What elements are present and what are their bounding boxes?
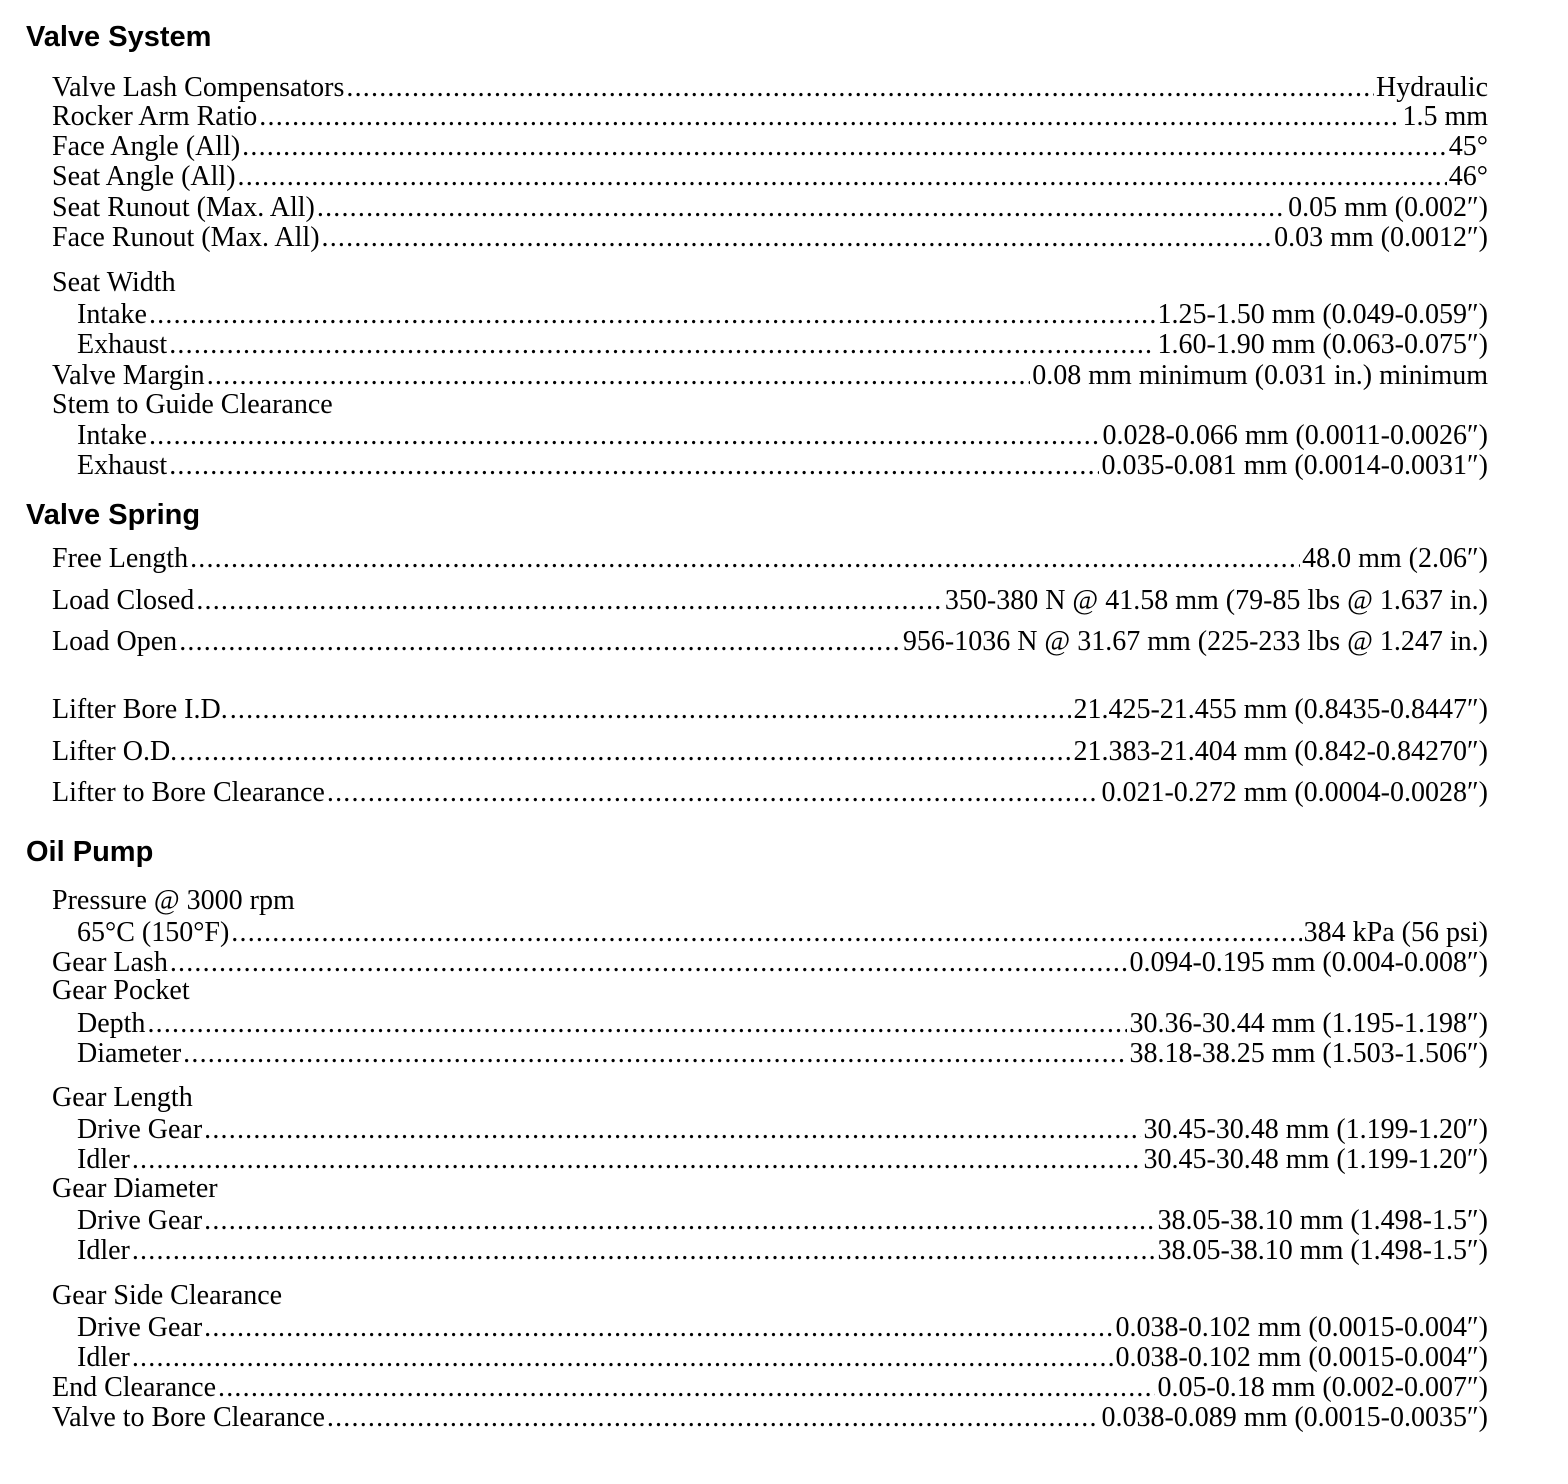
spec-label: Free Length: [52, 543, 189, 574]
spec-row-face-runout: [52, 223, 1488, 253]
spec-value: 350-380 N @ 41.58 mm (79-85 lbs @ 1.637 in.): [944, 585, 1488, 616]
spec-row-gear-length-idler: [77, 1145, 1488, 1175]
spec-row-gear-length-drive: [77, 1115, 1488, 1145]
spec-value: 0.038-0.102 mm (0.0015-0.004″): [1115, 1312, 1488, 1343]
spec-row-stem-intake: [77, 421, 1488, 451]
spec-label: Intake: [77, 420, 147, 451]
spec-group-seat-width: Seat Width: [52, 267, 176, 298]
spec-value: 48.0 mm (2.06″): [1302, 543, 1488, 574]
leader-dots: [259, 102, 1400, 132]
spec-row-side-clearance-idler: [77, 1343, 1488, 1373]
spec-group-side-clearance: Gear Side Clearance: [52, 1280, 283, 1311]
spec-row-seat-width-intake: [77, 300, 1488, 330]
spec-value: 0.05-0.18 mm (0.002-0.007″): [1157, 1372, 1488, 1403]
leader-dots: [170, 948, 1128, 978]
spec-value: Hydraulic: [1376, 72, 1488, 103]
leader-dots: [231, 918, 1301, 948]
leader-dots: [132, 1236, 1156, 1266]
section-title-valve-system: Valve System: [26, 21, 212, 53]
leader-dots: [317, 193, 1286, 223]
spec-row-side-clearance-drive: [77, 1313, 1488, 1343]
spec-label: Face Angle (All): [52, 131, 241, 162]
spec-label: Gear Lash: [52, 947, 168, 978]
spec-value: 30.45-30.48 mm (1.199-1.20″): [1143, 1144, 1488, 1175]
spec-value: 45°: [1448, 131, 1488, 162]
spec-label: Idler: [77, 1342, 130, 1373]
spec-label: Intake: [77, 299, 147, 330]
spec-value: 0.038-0.089 mm (0.0015-0.0035″): [1101, 1402, 1488, 1433]
spec-value: 0.094-0.195 mm (0.004-0.008″): [1129, 947, 1488, 978]
leader-dots: [238, 162, 1447, 192]
spec-group-gear-length: Gear Length: [52, 1082, 193, 1113]
spec-row-valve-margin: [52, 361, 1488, 391]
section-title-oil-pump: Oil Pump: [26, 836, 154, 868]
leader-dots: [169, 330, 1155, 360]
spec-value: 30.36-30.44 mm (1.195-1.198″): [1129, 1008, 1488, 1039]
spec-row-pressure-temp: [77, 918, 1488, 948]
spec-value: 0.038-0.102 mm (0.0015-0.004″): [1115, 1342, 1488, 1373]
spec-row-pocket-diameter: [77, 1039, 1488, 1069]
spec-row-valve-bore-clearance: [52, 1403, 1488, 1433]
spec-label: Drive Gear: [77, 1312, 203, 1343]
spec-row-gear-diameter-drive: [77, 1206, 1488, 1236]
spec-value: 0.03 mm (0.0012″): [1274, 222, 1488, 253]
spec-label: Seat Runout (Max. All): [52, 192, 315, 223]
leader-dots: [183, 1039, 1127, 1069]
spec-row-lifter-bore: [52, 695, 1488, 725]
spec-value: 21.383-21.404 mm (0.842-0.84270″): [1073, 736, 1488, 767]
spec-value: 46°: [1448, 161, 1488, 192]
leader-dots: [169, 451, 1099, 481]
leader-dots: [132, 1145, 1142, 1175]
spec-value: 956-1036 N @ 31.67 mm (225-233 lbs @ 1.247 in.): [902, 626, 1488, 657]
spec-label: Load Closed: [52, 585, 195, 616]
spec-value: 0.028-0.066 mm (0.0011-0.0026″): [1102, 420, 1488, 451]
spec-label: Exhaust: [77, 329, 168, 360]
spec-row-seat-angle: [52, 162, 1488, 192]
spec-label: Lifter O.D.: [52, 736, 178, 767]
spec-label: 65°C (150°F): [77, 917, 230, 948]
spec-label: Exhaust: [77, 450, 168, 481]
spec-row-seat-width-exhaust: [77, 330, 1488, 360]
spec-label: Seat Angle (All): [52, 161, 236, 192]
spec-group-gear-pocket: Gear Pocket: [52, 975, 190, 1006]
spec-row-rocker-ratio: [52, 102, 1488, 132]
spec-label: Lifter Bore I.D.: [52, 694, 228, 725]
leader-dots: [147, 1009, 1127, 1039]
spec-label: Load Open: [52, 626, 178, 657]
spec-value: 38.05-38.10 mm (1.498-1.5″): [1157, 1235, 1488, 1266]
leader-dots: [346, 73, 1374, 103]
leader-dots: [196, 586, 943, 616]
leader-dots: [190, 544, 1300, 574]
spec-row-lifter-clearance: [52, 778, 1488, 808]
leader-dots: [204, 1206, 1155, 1236]
spec-row-valve-lash: [52, 73, 1488, 103]
spec-label: Valve to Bore Clearance: [52, 1402, 325, 1433]
spec-group-stem-guide: Stem to Guide Clearance: [52, 389, 333, 420]
leader-dots: [230, 695, 1072, 725]
spec-value: 1.5 mm: [1402, 101, 1488, 132]
spec-value: 0.05 mm (0.002″): [1288, 192, 1488, 223]
spec-value: 0.035-0.081 mm (0.0014-0.0031″): [1101, 450, 1488, 481]
spec-value: 38.05-38.10 mm (1.498-1.5″): [1157, 1205, 1488, 1236]
spec-label: Face Runout (Max. All): [52, 222, 320, 253]
spec-label: Idler: [77, 1235, 130, 1266]
spec-row-end-clearance: [52, 1373, 1488, 1403]
leader-dots: [149, 421, 1101, 451]
leader-dots: [132, 1343, 1114, 1373]
spec-row-gear-diameter-idler: [77, 1236, 1488, 1266]
spec-label: Diameter: [77, 1038, 182, 1069]
spec-row-seat-runout: [52, 193, 1488, 223]
spec-label: Drive Gear: [77, 1114, 203, 1145]
spec-label: End Clearance: [52, 1372, 217, 1403]
leader-dots: [322, 223, 1273, 253]
spec-group-gear-diameter: Gear Diameter: [52, 1173, 218, 1204]
spec-row-lifter-od: [52, 737, 1488, 767]
spec-row-face-angle: [52, 132, 1488, 162]
spec-label: Depth: [77, 1008, 146, 1039]
spec-label: Idler: [77, 1144, 130, 1175]
leader-dots: [149, 300, 1156, 330]
spec-group-pressure: Pressure @ 3000 rpm: [52, 885, 295, 916]
spec-label: Lifter to Bore Clearance: [52, 777, 325, 808]
spec-label: Valve Lash Compensators: [52, 72, 345, 103]
spec-label: Valve Margin: [52, 360, 205, 391]
spec-value: 38.18-38.25 mm (1.503-1.506″): [1129, 1038, 1488, 1069]
leader-dots: [204, 1115, 1141, 1145]
spec-value: 384 kPa (56 psi): [1303, 917, 1488, 948]
spec-row-load-open: [52, 627, 1488, 657]
spec-value: 1.60-1.90 mm (0.063-0.075″): [1157, 329, 1488, 360]
spec-row-stem-exhaust: [77, 451, 1488, 481]
spec-value: 21.425-21.455 mm (0.8435-0.8447″): [1073, 694, 1488, 725]
spec-value: 30.45-30.48 mm (1.199-1.20″): [1143, 1114, 1488, 1145]
spec-value: 1.25-1.50 mm (0.049-0.059″): [1157, 299, 1488, 330]
spec-row-gear-lash: [52, 948, 1488, 978]
spec-label: Rocker Arm Ratio: [52, 101, 258, 132]
leader-dots: [204, 1313, 1113, 1343]
spec-row-free-length: [52, 544, 1488, 574]
spec-row-load-closed: [52, 586, 1488, 616]
leader-dots: [179, 627, 901, 657]
leader-dots: [218, 1373, 1155, 1403]
leader-dots: [327, 1403, 1100, 1433]
section-title-valve-spring: Valve Spring: [26, 499, 201, 531]
spec-value: 0.08 mm minimum (0.031 in.) minimum: [1032, 360, 1488, 391]
spec-row-pocket-depth: [77, 1009, 1488, 1039]
leader-dots: [327, 778, 1100, 808]
leader-dots: [179, 737, 1071, 767]
spec-label: Drive Gear: [77, 1205, 203, 1236]
spec-value: 0.021-0.272 mm (0.0004-0.0028″): [1101, 777, 1488, 808]
leader-dots: [207, 361, 1031, 391]
leader-dots: [242, 132, 1447, 162]
